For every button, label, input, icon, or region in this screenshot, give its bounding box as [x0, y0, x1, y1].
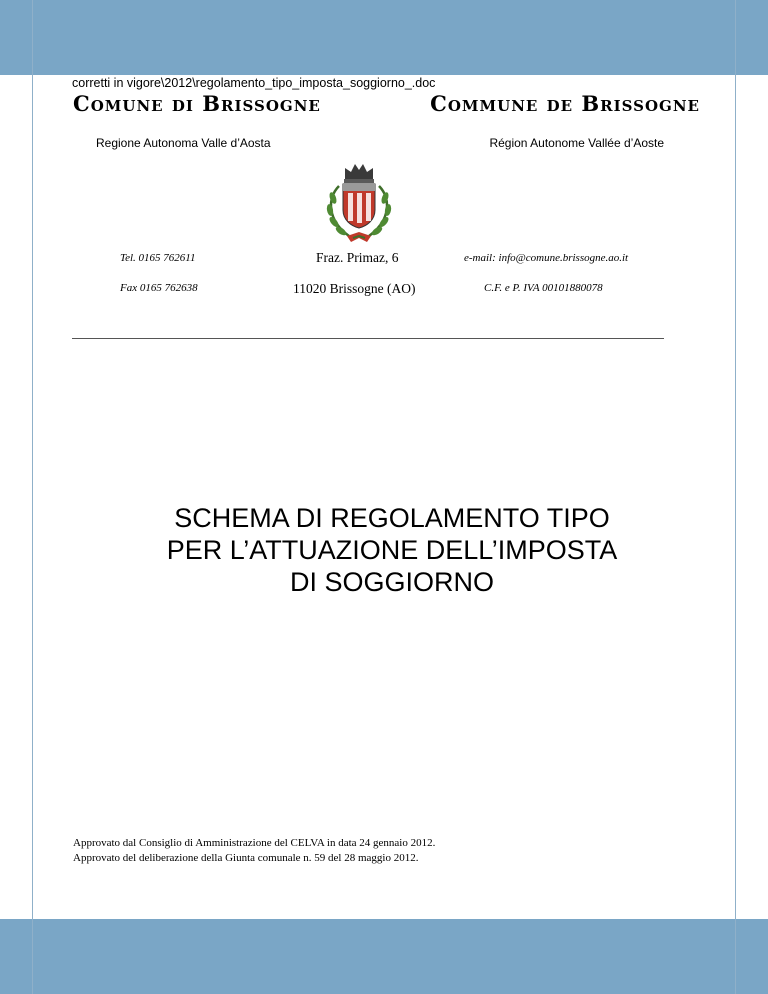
title-line-3: DI SOGGIORNO: [289, 567, 495, 597]
title-line-2: PER L’ATTUAZIONE DELL’IMPOSTA: [166, 535, 618, 565]
email: e-mail: info@comune.brissogne.ao.it: [464, 252, 629, 264]
top-band: [33, 0, 735, 75]
address-line-1: Fraz. Primaz, 6: [316, 250, 399, 265]
title-line-1: SCHEMA DI REGOLAMENTO TIPO: [174, 503, 610, 533]
approval-notes: [73, 836, 435, 866]
fax: Fax 0165 762638: [120, 282, 198, 294]
document-title: [72, 502, 712, 598]
comune-name-fr: Commune de Brissogne: [430, 91, 700, 116]
file-path: corretti in vigore\2012\regolamento_tipo_imposta_soggiorno_.doc: [72, 76, 436, 90]
comune-name-it: Comune di Brissogne: [73, 91, 321, 116]
region-name-it: Regione Autonoma Valle d’Aosta: [96, 136, 271, 150]
address-line-2: 11020 Brissogne (AO): [293, 281, 416, 296]
header-divider: [72, 338, 664, 339]
tax-code: C.F. e P. IVA 00101880078: [484, 282, 603, 294]
region-name-fr: Région Autonome Vallée d’Aoste: [489, 136, 664, 150]
telephone: Tel. 0165 762611: [120, 252, 196, 264]
coat-of-arms-icon: [319, 158, 399, 248]
approval-note-1: Approvato dal Consiglio di Amministrazione del CELVA in data 24 gennaio 2012.: [73, 837, 436, 849]
approval-note-2: Approvato del deliberazione della Giunta comunale n. 59 del 28 maggio 2012.: [73, 852, 419, 864]
left-margin-bar: [0, 0, 33, 994]
bottom-band: [33, 919, 735, 994]
right-margin-bar: [735, 0, 768, 994]
